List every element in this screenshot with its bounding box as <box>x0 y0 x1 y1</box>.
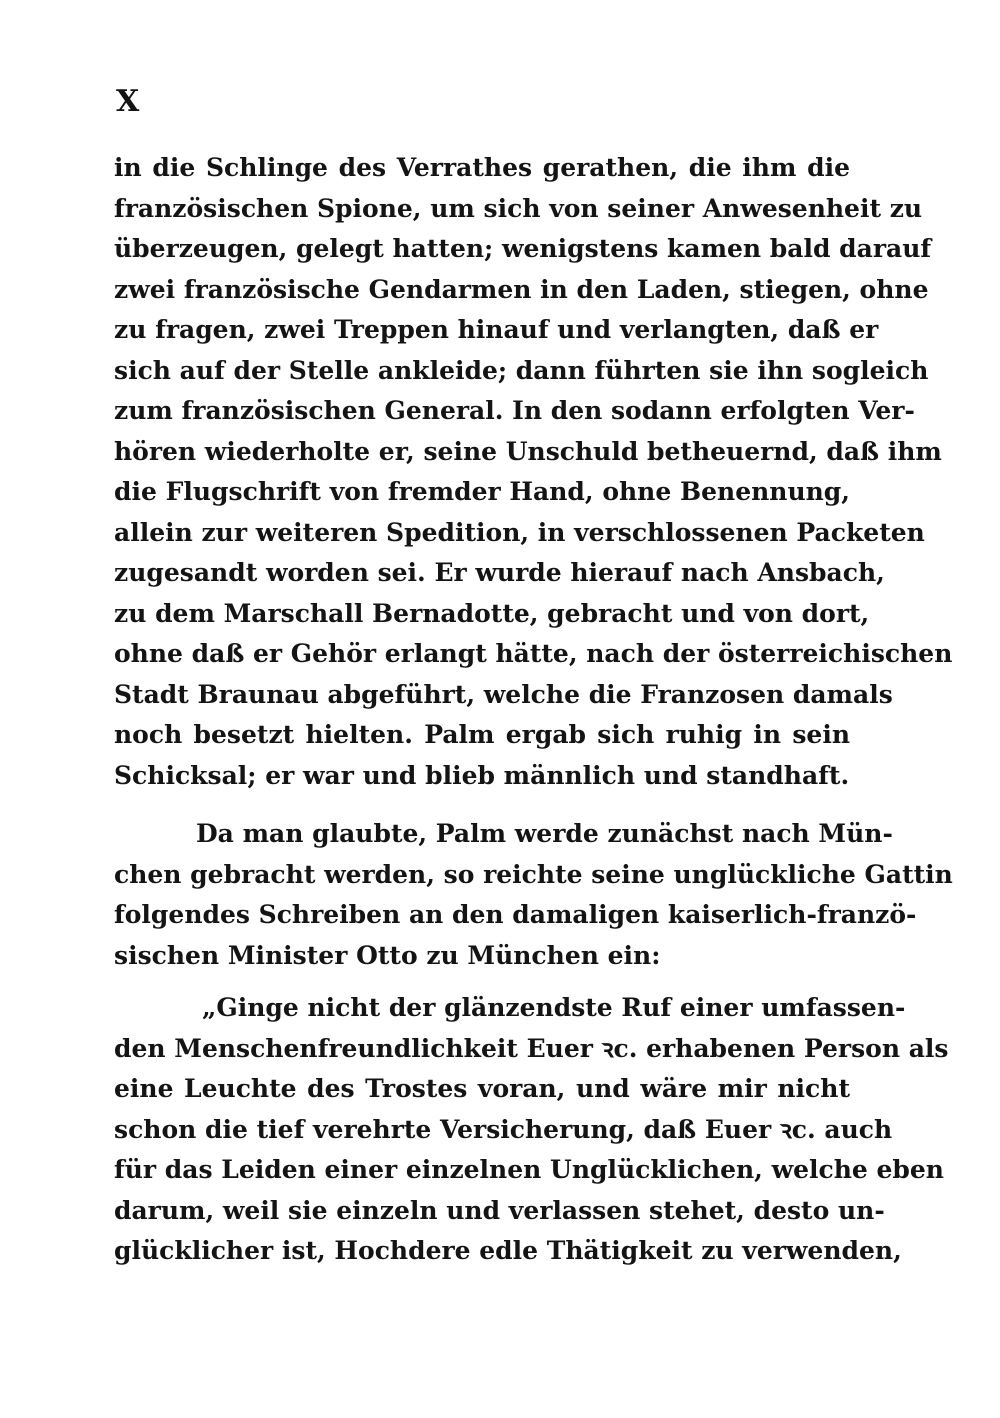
text-line: sischen Minister Otto zu München ein: <box>114 940 661 970</box>
text-line: Stadt Braunau abgeführt, welche die Franzosen damals <box>114 679 893 709</box>
text-line: in die Schlinge des Verrathes gerathen, die ihm die <box>114 153 850 182</box>
text-line: zum französischen General. In den sodann erfolgten Ver- <box>114 396 915 425</box>
paragraph-2 <box>114 814 953 976</box>
paragraph-gap <box>114 976 850 988</box>
text-line: folgendes Schreiben an den damaligen kaiserlich-franzö- <box>114 900 917 929</box>
text-line: noch besetzt hielten. Palm ergab sich ruhig in sein <box>114 720 850 749</box>
text-line: französischen Spione, um sich von seiner Anwesenheit zu <box>114 193 923 223</box>
text-line: ohne daß er Gehör erlangt hätte, nach der österreichischen <box>114 639 953 668</box>
text-line: Da man glaubte, Palm werde zunächst nach Mün- <box>196 819 893 848</box>
text-line: sich auf der Stelle ankleide; dann führten sie ihn sogleich <box>114 355 929 385</box>
body-text <box>114 148 953 1272</box>
paragraph-1 <box>114 148 953 796</box>
text-line: allein zur weiteren Spedition, in verschlossenen Packeten <box>114 517 925 547</box>
text-line: chen gebracht werden, so reichte seine unglückliche Gattin <box>114 859 953 889</box>
text-line: zu dem Marschall Bernadotte, gebracht und von dort, <box>114 598 870 628</box>
text-line: für das Leiden einer einzelnen Unglücklichen, welche eben <box>114 1155 944 1184</box>
paragraph-3 <box>114 988 949 1272</box>
text-line: zu fragen, zwei Treppen hinauf und verlangten, daß er <box>114 315 879 344</box>
text-line: zwei französische Gendarmen in den Laden, stiegen, ohne <box>114 274 929 304</box>
text-line: überzeugen, gelegt hatten; wenigstens kamen bald darauf <box>114 234 932 263</box>
text-line: den Menschenfreundlichkeit Euer ꝛc. erhabenen Person als <box>114 1033 949 1063</box>
text-line: die Flugschrift von fremder Hand, ohne Benennung, <box>114 477 850 506</box>
text-line: darum, weil sie einzeln und verlassen stehet, desto un- <box>114 1195 885 1225</box>
page-number: X <box>116 84 141 119</box>
text-line: hören wiederholte er, seine Unschuld betheuernd, daß ihm <box>114 436 942 466</box>
text-line: eine Leuchte des Trostes voran, und wäre mir nicht <box>114 1074 850 1103</box>
text-line: Schicksal; er war und blieb männlich und standhaft. <box>114 760 850 790</box>
paragraph-gap <box>114 796 850 814</box>
text-line: schon die tief verehrte Versicherung, daß Euer ꝛc. auch <box>114 1114 893 1144</box>
text-line: zugesandt worden sei. Er wurde hierauf nach Ansbach, <box>114 558 885 587</box>
text-line: „Ginge nicht der glänzendste Ruf einer umfassen- <box>202 993 906 1022</box>
text-line: glücklicher ist, Hochdere edle Thätigkeit zu verwenden, <box>114 1236 902 1265</box>
